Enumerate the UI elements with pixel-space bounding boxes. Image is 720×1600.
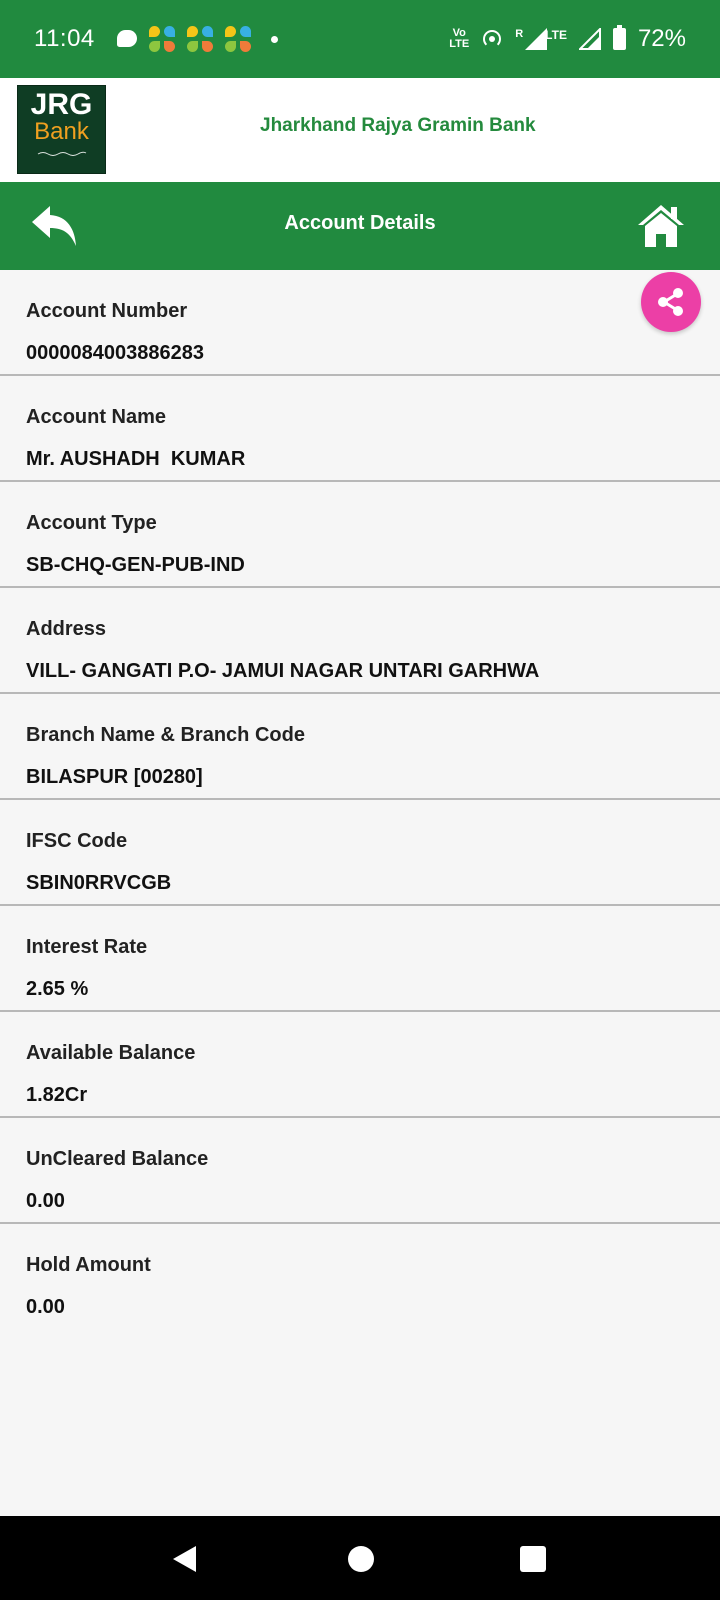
- detail-row-account-number: [0, 270, 720, 376]
- app-notification-icon: [149, 26, 175, 52]
- nav-home-icon[interactable]: [348, 1546, 374, 1572]
- chat-notification-icon: [117, 30, 137, 47]
- bank-logo: JRG Bank: [17, 85, 106, 174]
- signal-strength-2-icon: [579, 28, 601, 50]
- detail-label: Account Number: [26, 300, 188, 322]
- detail-row-branch: [0, 694, 720, 800]
- detail-row-hold-amount: [0, 1224, 720, 1330]
- detail-label: Branch Name & Branch Code: [26, 724, 305, 746]
- detail-row-account-name: [0, 376, 720, 482]
- system-navigation-bar: [0, 1516, 720, 1600]
- app-notification-icon: [187, 26, 213, 52]
- signal-strength-icon: R LTE: [515, 28, 567, 50]
- nav-recents-icon[interactable]: [520, 1546, 546, 1572]
- bank-header: [0, 78, 720, 182]
- share-icon: [656, 287, 686, 317]
- detail-value: VILL- GANGATI P.O- JAMUI NAGAR UNTARI GARHWA: [26, 660, 540, 682]
- bank-title: Jharkhand Rajya Gramin Bank: [260, 115, 536, 136]
- detail-row-interest-rate: [0, 906, 720, 1012]
- detail-value: Mr. AUSHADH KUMAR: [26, 448, 246, 470]
- detail-value: 0.00: [26, 1296, 65, 1318]
- detail-label: Interest Rate: [26, 936, 148, 958]
- share-button[interactable]: [641, 272, 701, 332]
- detail-value: BILASPUR [00280]: [26, 766, 203, 788]
- status-bar: [0, 0, 720, 78]
- detail-label: UnCleared Balance: [26, 1148, 209, 1170]
- battery-percent: 72%: [637, 25, 686, 52]
- page-title: Account Details: [284, 212, 436, 234]
- detail-row-account-type: [0, 482, 720, 588]
- detail-label: Hold Amount: [26, 1254, 151, 1276]
- status-indicators: [449, 25, 686, 53]
- home-icon: [636, 202, 686, 250]
- detail-label: Address: [26, 618, 107, 640]
- home-button[interactable]: [636, 202, 686, 250]
- detail-row-address: [0, 588, 720, 694]
- detail-value: 1.82Cr: [26, 1084, 88, 1106]
- detail-label: Account Type: [26, 512, 157, 534]
- detail-value: 0.00: [26, 1190, 65, 1212]
- account-details-list: [0, 270, 720, 1330]
- hotspot-icon: [481, 28, 503, 50]
- status-time: 11:04: [34, 25, 95, 52]
- detail-label: IFSC Code: [26, 830, 128, 852]
- detail-label: Account Name: [26, 406, 167, 428]
- detail-value: SBIN0RRVCGB: [26, 872, 172, 894]
- detail-label: Available Balance: [26, 1042, 196, 1064]
- battery-icon: [613, 28, 626, 50]
- toolbar: [0, 182, 720, 270]
- detail-row-uncleared-balance: [0, 1118, 720, 1224]
- notification-icons: [117, 26, 278, 52]
- detail-value: 0000084003886283: [26, 342, 204, 364]
- logo-tagline-icon: [37, 150, 87, 158]
- detail-row-ifsc: [0, 800, 720, 906]
- detail-value: SB-CHQ-GEN-PUB-IND: [26, 554, 245, 576]
- volte-icon: Vo LTE: [449, 27, 470, 50]
- detail-row-available-balance: [0, 1012, 720, 1118]
- detail-value: 2.65 %: [26, 978, 89, 1000]
- more-notifications-dot-icon: [271, 36, 278, 43]
- app-notification-icon: [225, 26, 251, 52]
- nav-back-icon[interactable]: [170, 1544, 200, 1574]
